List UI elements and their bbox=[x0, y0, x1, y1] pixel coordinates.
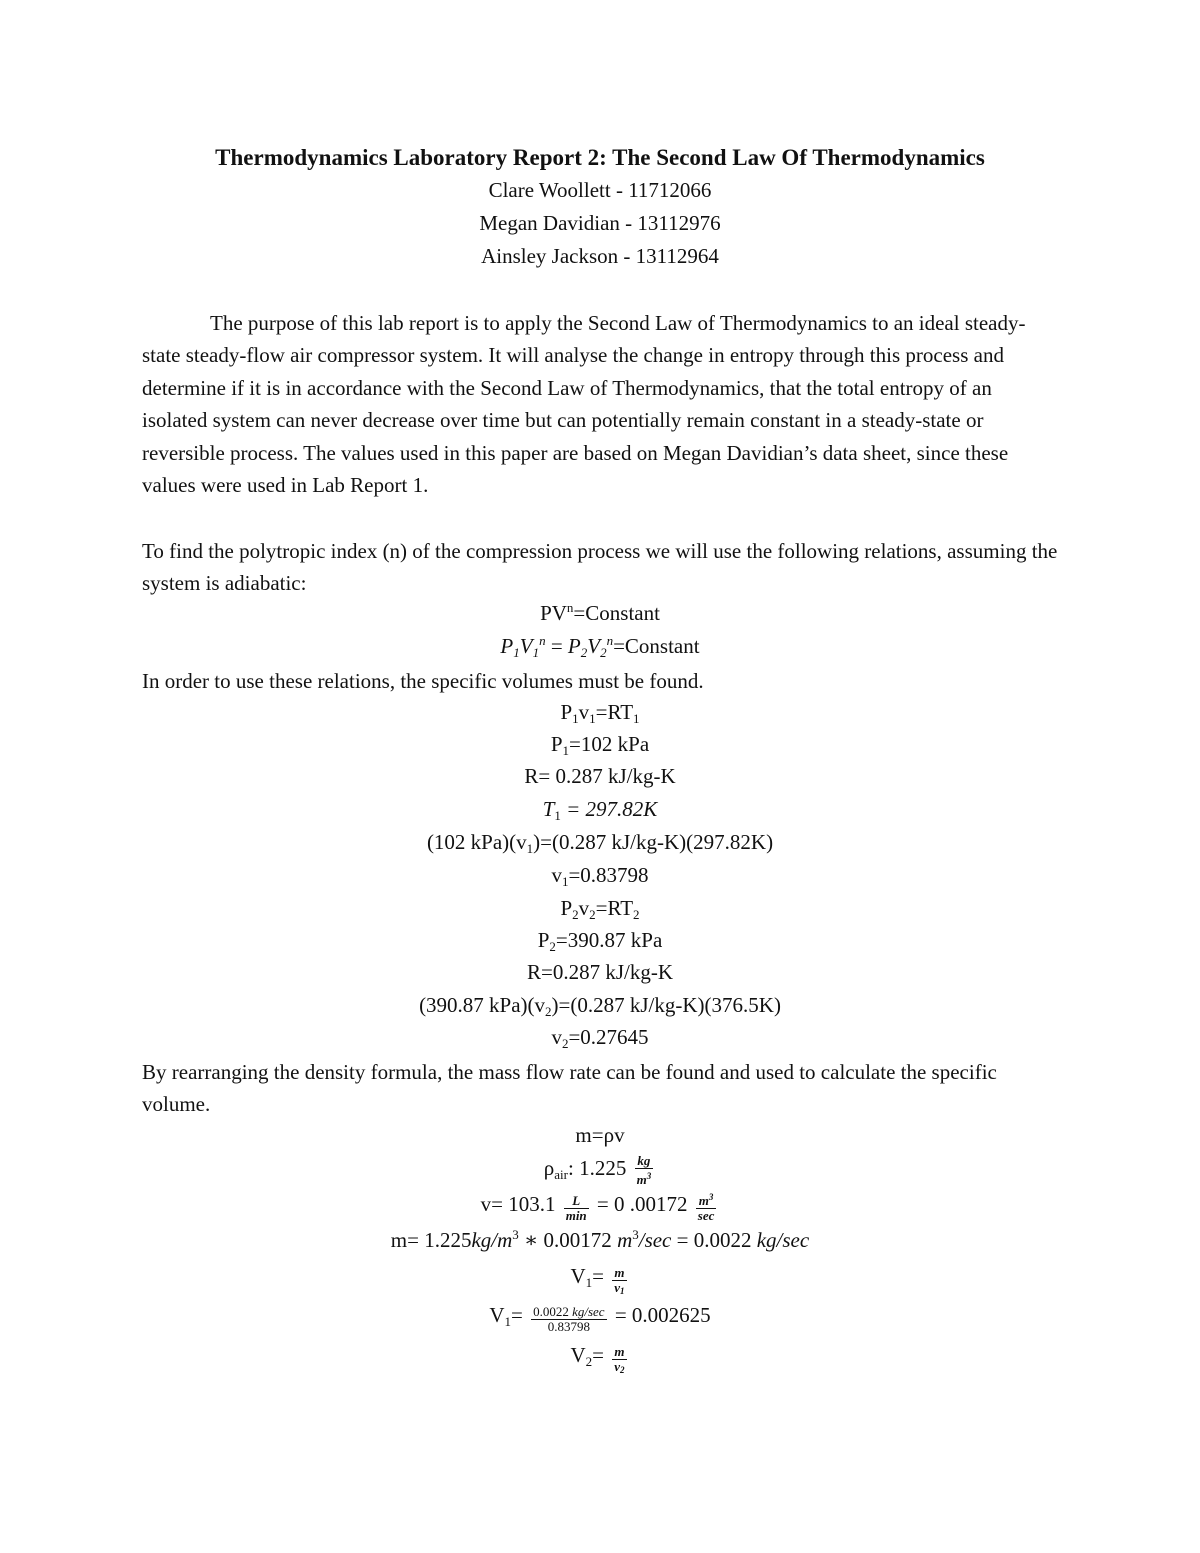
equation-V1-value: $V_1=$ $\frac{0.0022 kg/\sec}{0.83798}$ = 0.002625 bbox=[489, 1303, 711, 1334]
equation-p1v1n-p2v2n: $P_1V_1^n$ = $P_2V_2^n=Constant$ bbox=[500, 633, 700, 660]
fraction: $\frac{0.0022 kg/\sec}{0.83798}$ bbox=[533, 1304, 605, 1334]
author-line: Clare Woollett - 11712066 bbox=[488, 178, 712, 202]
fraction: $\frac{m}{v_1}$ bbox=[614, 1265, 625, 1296]
equation-p1v1-rt1: $P_1v_1=RT_1$ bbox=[560, 700, 640, 726]
equation-V2-formula: $V_2=$ $\frac{m}{v_2}$ bbox=[570, 1343, 625, 1375]
equation-v2-result: $v_2=0.27645$ bbox=[551, 1025, 649, 1051]
equation-t1-value: $T_1 = 297.82K$ bbox=[542, 797, 658, 823]
fraction: $\frac{kg}{m^3}$ bbox=[636, 1153, 652, 1187]
fraction: $\frac{L}{\min}$ bbox=[565, 1193, 587, 1223]
equation-mass-flow: $m= 1.225kg/m^3$ ∗ 0.00172 $m^3/\sec = 0.0022$ kg/sec bbox=[390, 1227, 810, 1252]
equation-p1-value: $P_1=102$ kPa bbox=[550, 732, 650, 758]
equation-r-value: R=0.287 kJ/kg-K bbox=[526, 960, 673, 984]
fraction: $\frac{m^3}{\sec}$ bbox=[697, 1192, 715, 1223]
equation-v2-calc: (390.87 $kPa)(v_2)=(0.287$ kJ/kg-K)(376.5K) bbox=[419, 993, 781, 1019]
density-paragraph: By rearranging the density formula, the mass flow rate can be found and used to calculate the specific volume. bbox=[142, 1060, 997, 1117]
polytropic-paragraph: To find the polytropic index (n) of the compression process we will use the following relations, assuming the system is adiabatic: bbox=[142, 539, 1058, 596]
equation-pvn: $PV^n=Constant$ bbox=[540, 600, 660, 625]
intro-paragraph: The purpose of this lab report is to apply the Second Law of Thermodynamics to an ideal steady-state steady-flow air compressor system. It will analyse the change in entropy through this process and determine if it is in accordance with the Second Law of Thermodynamics, that the total entropy of an isolated system can never decrease over time but can potentially remain constant in a steady-state or reversible process. The values used in this paper are based on Megan Davidian’s data sheet, since these values were used in Lab Report 1. bbox=[142, 311, 1026, 498]
equation-volume-flow: v= 103.1 $\frac{L}{\min}$ = 0 .00172 $\frac{m^3}{\sec}$ bbox=[480, 1192, 715, 1223]
equation-rho-air: $\rho_{air}$: 1.225 $\frac{kg}{m^3}$ bbox=[543, 1153, 652, 1187]
report-title: Thermodynamics Laboratory Report 2: The Second Law Of Thermodynamics bbox=[215, 145, 985, 170]
equation-m-rho-v: m=ρv bbox=[575, 1123, 625, 1147]
author-line: Megan Davidian - 13112976 bbox=[479, 211, 721, 235]
equation-v1-calc: (102 $kPa)(v_1)=(0.287$ kJ/kg-K)(297.82K) bbox=[426, 830, 774, 856]
equation-v1-result: $v_1=0.83798$ bbox=[551, 863, 649, 889]
author-line: Ainsley Jackson - 13112964 bbox=[481, 244, 719, 268]
equation-r-value: R= 0.287 kJ/kg-K bbox=[524, 764, 676, 788]
equation-p2-value: $P_2=390.87$ kPa bbox=[537, 928, 663, 954]
fraction: $\frac{m}{v_2}$ bbox=[614, 1344, 625, 1375]
equation-p2v2-rt2: $P_2v_2=RT_2$ bbox=[560, 896, 640, 922]
equation-V1-formula: $V_1=$ $\frac{m}{v_1}$ bbox=[570, 1264, 625, 1296]
specific-volume-sentence: In order to use these relations, the specific volumes must be found. bbox=[142, 669, 704, 693]
